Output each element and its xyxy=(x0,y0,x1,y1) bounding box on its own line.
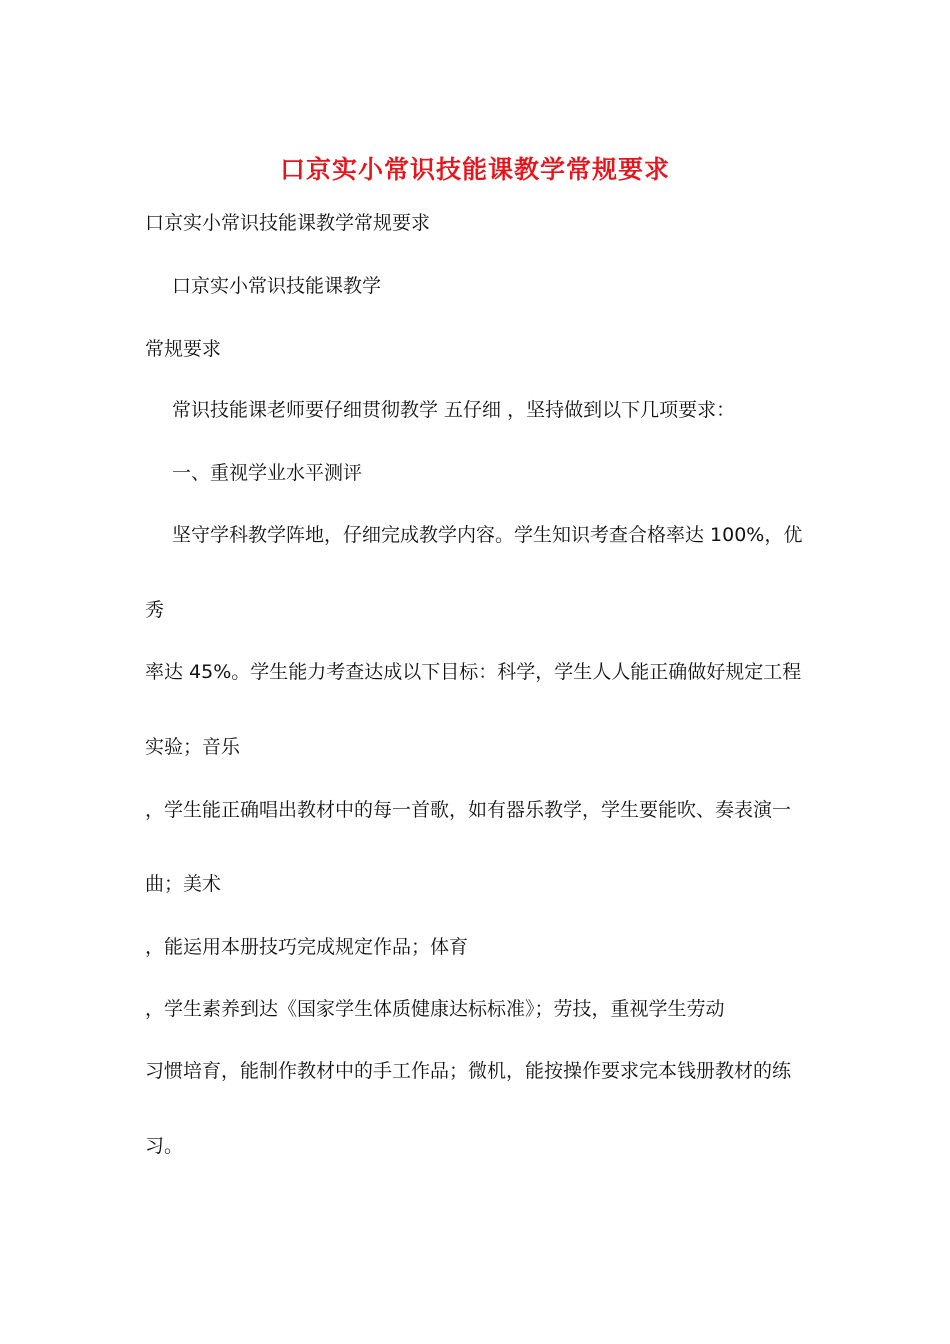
paragraph-line: 坚守学科教学阵地，仔细完成教学内容。学生知识考查合格率达 100%，优 xyxy=(172,524,803,546)
paragraph-line: 常规要求 xyxy=(145,338,222,360)
section-heading: 一、重视学业水平测评 xyxy=(172,462,363,484)
paragraph-line: 习。 xyxy=(145,1135,184,1157)
paragraph-line: 习惯培育，能制作教材中的手工作品；微机，能按操作要求完本钱册教材的练 xyxy=(145,1060,792,1082)
paragraph-line: 常识技能课老师要仔细贯彻教学 五仔细 ，坚持做到以下几项要求： xyxy=(172,399,736,421)
paragraph-line: ，学生能正确唱出教材中的每一首歌，如有器乐教学，学生要能吹、奏表演一 xyxy=(145,799,792,821)
paragraph-line: ，学生素养到达《国家学生体质健康达标标准》；劳技，重视学生劳动 xyxy=(145,998,725,1020)
paragraph-line: ，能运用本册技巧完成规定作品；体育 xyxy=(145,936,469,958)
paragraph-line: 曲；美术 xyxy=(145,873,222,895)
paragraph-line: 口京实小常识技能课教学常规要求 xyxy=(145,212,431,234)
paragraph-line: 口京实小常识技能课教学 xyxy=(172,275,382,297)
document-title: 口京实小常识技能课教学常规要求 xyxy=(279,155,670,184)
paragraph-line: 率达 45%。学生能力考查达成以下目标：科学，学生人人能正确做好规定工程 xyxy=(145,661,802,683)
paragraph-line: 秀 xyxy=(145,599,165,621)
paragraph-line: 实验；音乐 xyxy=(145,736,241,758)
